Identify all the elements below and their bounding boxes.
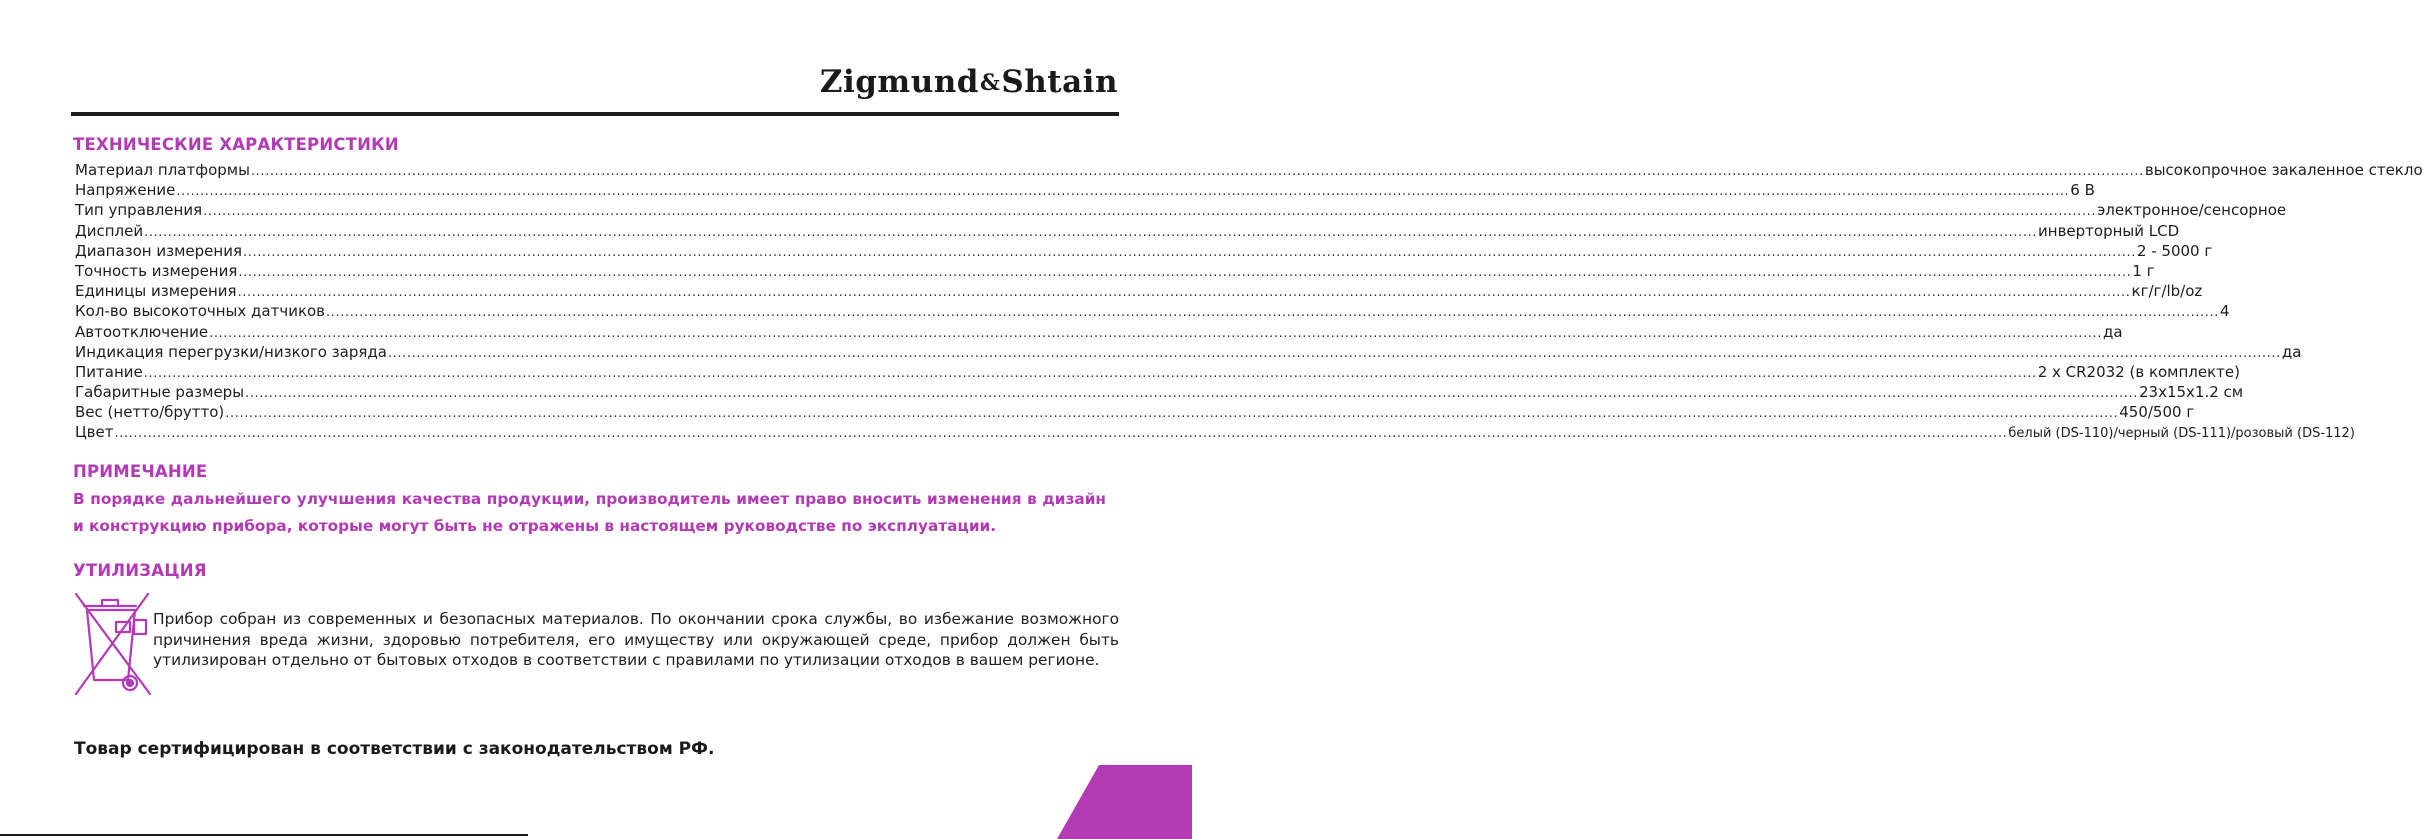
spec-label: Точность измерения [75, 261, 238, 280]
spec-value: инверторный LCD [2038, 221, 2180, 240]
dot-leader: ................................................................................................................................................................................................................................................................................................................................................................................................................ [144, 224, 2038, 240]
dot-leader: ................................................................................................................................................................................................................................................................................................................................................................................................................ [245, 386, 2138, 402]
spec-label: Дисплей [75, 221, 144, 240]
spec-row [75, 180, 2095, 200]
specs-table [75, 160, 2423, 443]
dot-leader: ................................................................................................................................................................................................................................................................................................................................................................................................................ [238, 264, 2132, 280]
spec-value: 2 х CR2032 (в комплекте) [2037, 362, 2240, 381]
spec-value: 23x15x1.2 см [2138, 383, 2244, 402]
spec-row [75, 301, 2230, 321]
dot-leader: ................................................................................................................................................................................................................................................................................................................................................................................................................ [114, 426, 2008, 442]
spec-row [75, 160, 2423, 180]
spec-value: да [2281, 342, 2302, 361]
spec-row [75, 342, 2302, 362]
brand-logo: Zigmund&Shtain [819, 64, 1118, 100]
spec-row [75, 221, 2180, 241]
dot-leader: ................................................................................................................................................................................................................................................................................................................................................................................................................ [225, 406, 2119, 422]
dot-leader: ................................................................................................................................................................................................................................................................................................................................................................................................................ [387, 345, 2281, 361]
spec-label: Вес (нетто/брутто) [75, 403, 225, 422]
spec-value: кг/г/lb/oz [2131, 282, 2203, 301]
spec-row [75, 382, 2244, 402]
spec-row [75, 362, 2240, 382]
spec-row [75, 281, 2203, 301]
spec-label: Материал платформы [75, 161, 250, 179]
spec-label: Цвет [75, 423, 114, 442]
spec-value: 4 [2219, 302, 2230, 321]
spec-label: Напряжение [75, 181, 176, 200]
header-rule [71, 112, 1119, 116]
spec-label: Единицы измерения [75, 282, 237, 301]
dot-leader: ................................................................................................................................................................................................................................................................................................................................................................................................................ [209, 325, 2103, 341]
disposal-heading: УТИЛИЗАЦИЯ [73, 561, 207, 580]
disposal-text: Прибор собран из современных и безопасных материалов. По окончании срока службы, во избежание возможного причинения вреда жизни, здоровью потребителя, его имуществу или окружающей среде, прибор должен быть утилизирован отдельно от бытовых отходов в соответствии с правилами по утилизации отходов в вашем регионе. [153, 610, 1119, 670]
spec-value: 450/500 г [2119, 403, 2195, 422]
spec-label: Индикация перегрузки/низкого заряда [75, 342, 387, 361]
corner-decoration [1057, 765, 1192, 839]
footer-rule [0, 834, 528, 836]
spec-row [75, 322, 2123, 342]
spec-label: Диапазон измерения [75, 241, 242, 260]
spec-row [75, 200, 2287, 220]
note-text: В порядке дальнейшего улучшения качества продукции, производитель имеет право вносить изменения в дизайн и конструкцию прибора, которые могут быть не отражены в настоящем руководстве по эксплуатации. [73, 490, 1106, 535]
note-heading: ПРИМЕЧАНИЕ [73, 462, 208, 481]
spec-value: 2 - 5000 г [2136, 241, 2213, 260]
dot-leader: ................................................................................................................................................................................................................................................................................................................................................................................................................ [326, 305, 2219, 321]
spec-row [75, 241, 2213, 261]
spec-value: высокопрочное закаленное стекло [2144, 161, 2423, 179]
spec-value: да [2103, 322, 2123, 341]
spec-row [75, 261, 2155, 281]
dot-leader: ................................................................................................................................................................................................................................................................................................................................................................................................................ [176, 184, 2070, 200]
dot-leader: ................................................................................................................................................................................................................................................................................................................................................................................................................ [243, 244, 2136, 260]
dot-leader: ................................................................................................................................................................................................................................................................................................................................................................................................................ [237, 285, 2131, 301]
crossed-out-bin-icon [72, 588, 152, 698]
spec-label: Габаритные размеры [75, 383, 245, 402]
spec-value: электронное/сенсорное [2097, 201, 2287, 220]
dot-leader: ................................................................................................................................................................................................................................................................................................................................................................................................................ [143, 365, 2037, 381]
spec-label: Тип управления [75, 201, 203, 220]
certification-text: Товар сертифицирован в соответствии с законодательством РФ. [74, 739, 715, 759]
spec-label: Кол-во высокоточных датчиков [75, 302, 326, 321]
spec-row [75, 402, 2195, 422]
spec-label: Автоотключение [75, 322, 209, 341]
dot-leader: ................................................................................................................................................................................................................................................................................................................................................................................................................ [203, 204, 2097, 220]
spec-value: белый (DS-110)/черный (DS-111)/розовый (DS-112) [2008, 426, 2355, 442]
dot-leader: ................................................................................................................................................................................................................................................................................................................................................................................................................ [250, 164, 2144, 179]
specs-heading: ТЕХНИЧЕСКИЕ ХАРАКТЕРИСТИКИ [73, 135, 399, 154]
spec-value: 6 В [2070, 181, 2095, 200]
spec-row [75, 422, 2355, 442]
spec-label: Питание [75, 362, 143, 381]
spec-value: 1 г [2132, 261, 2155, 280]
